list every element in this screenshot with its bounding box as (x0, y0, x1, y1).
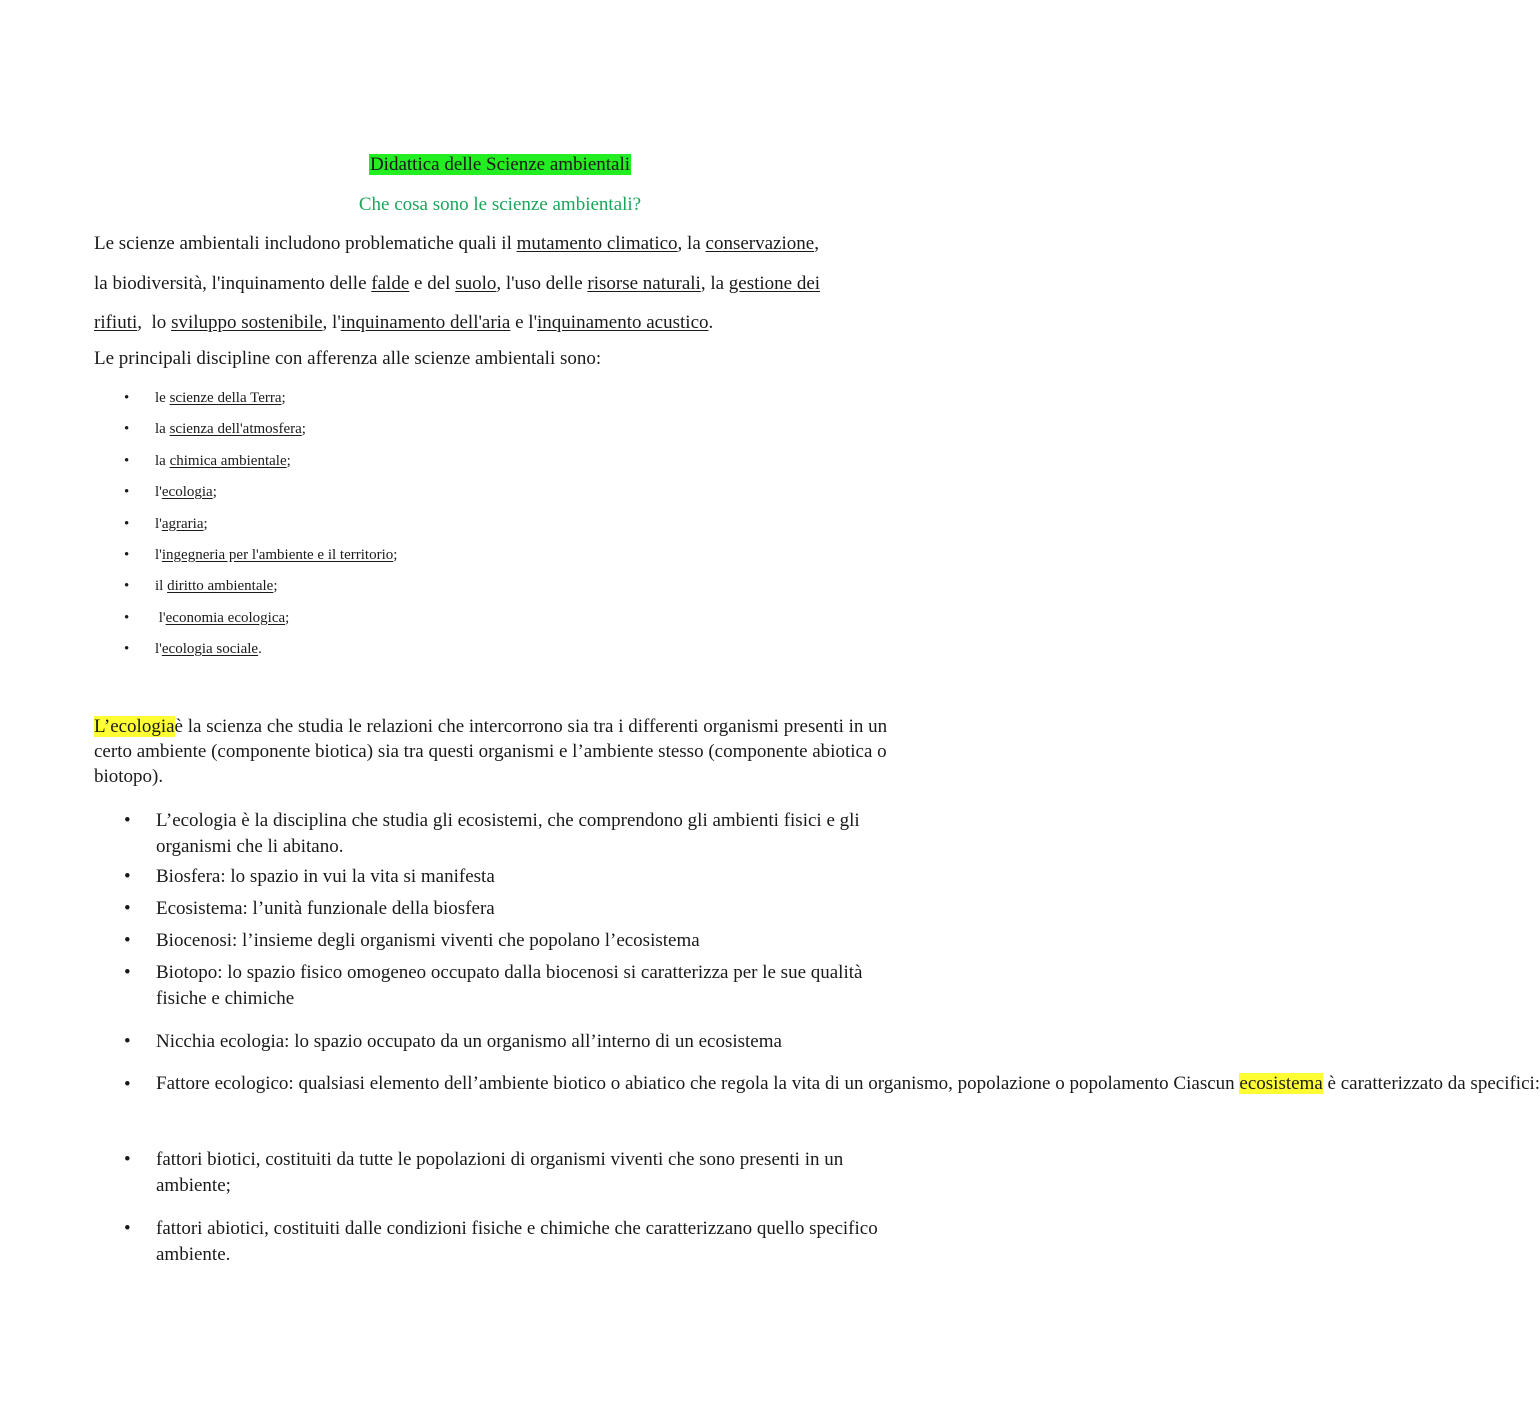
ecology-term-highlight: L’ecologia (94, 716, 175, 737)
bullet-icon: • (124, 453, 130, 469)
list-item (124, 419, 524, 439)
item-prefix: la (155, 453, 170, 469)
link-economia-ecologica[interactable]: economia ecologica (165, 610, 286, 626)
intro-text: Le scienze ambientali includono problematiche quali il (94, 233, 517, 254)
intro-text: e l' (510, 312, 538, 333)
list-item (124, 388, 524, 408)
intro-line-2 (94, 273, 924, 295)
document-subtitle: Che cosa sono le scienze ambientali? (358, 194, 642, 215)
list-item (124, 451, 524, 471)
bullet-icon: • (124, 1031, 131, 1052)
intro-text: , l'uso delle (496, 273, 588, 294)
item-prefix: l' (155, 516, 162, 532)
intro-text: , lo (137, 312, 172, 333)
link-conservazione[interactable]: conservazione (705, 233, 815, 254)
link-rifiuti[interactable]: rifiuti (94, 312, 138, 333)
bullet-icon: • (124, 641, 130, 657)
list-item (124, 576, 524, 596)
item-prefix: la (155, 421, 170, 437)
link-scienza-atmosfera[interactable]: scienza dell'atmosfera (169, 421, 302, 437)
link-ingegneria-ambiente[interactable]: ingegneria per l'ambiente e il territorio (161, 547, 394, 563)
bullet-icon: • (124, 898, 131, 919)
concept-text: Biocenosi: l’insieme degli organismi viventi che popolano l’ecosistema (156, 930, 700, 951)
link-agraria[interactable]: agraria (161, 516, 204, 532)
intro-text: . (708, 312, 714, 333)
item-prefix: le (155, 390, 170, 406)
list-item (124, 639, 524, 659)
item-suffix: ; (286, 453, 291, 469)
ecology-definition (94, 714, 914, 789)
bullet-icon: • (124, 1149, 131, 1170)
item-suffix: ; (393, 547, 398, 563)
concept-text: Nicchia ecologia: lo spazio occupato da un organismo all’interno di un ecosistema (156, 1031, 782, 1052)
bullet-icon: • (124, 930, 131, 951)
item-suffix: . (258, 641, 262, 657)
intro-text: , la (677, 233, 706, 254)
list-item (124, 608, 524, 628)
intro-text: la biodiversità, l'inquinamento delle (94, 273, 372, 294)
ecology-definition-text: è la scienza che studia le relazioni che intercorrono sia tra i differenti organismi presenti in un certo ambiente (componente biotica) sia tra questi organismi e l’ambiente stesso (componente abiotica o biotopo). (94, 716, 888, 787)
bullet-icon: • (124, 610, 130, 626)
link-falde[interactable]: falde (371, 273, 410, 294)
intro-text: , (814, 233, 819, 254)
link-chimica-ambientale[interactable]: chimica ambientale (169, 453, 287, 469)
link-inquinamento-acustico[interactable]: inquinamento acustico (537, 312, 709, 333)
intro-text: , l' (322, 312, 341, 333)
list-item (124, 545, 524, 565)
link-scienze-della-terra[interactable]: scienze della Terra (169, 390, 282, 406)
link-ecologia-sociale[interactable]: ecologia sociale (161, 641, 259, 657)
title-highlight: Didattica delle Scienze ambientali (369, 154, 631, 175)
item-suffix: ; (285, 610, 290, 626)
link-risorse-naturali[interactable]: risorse naturali (587, 273, 701, 294)
concept-text: Biosfera: lo spazio in vui la vita si manifesta (156, 866, 495, 887)
bullet-icon: • (124, 421, 130, 437)
list-item (124, 514, 524, 534)
item-prefix: l' (155, 484, 162, 500)
item-prefix: l' (155, 547, 162, 563)
bullet-icon: • (124, 390, 130, 406)
concept-text: L’ecologia è la disciplina che studia gli ecosistemi, che comprendono gli ambienti fisici e gli organismi che li abitano. (156, 810, 860, 857)
intro-line-1 (94, 233, 924, 255)
concept-text-part: è caratterizzato da specifici: (1322, 1073, 1540, 1094)
item-suffix: ; (301, 421, 306, 437)
intro-line-3 (94, 312, 924, 334)
link-gestione-dei-rifiuti[interactable]: gestione dei (728, 273, 821, 294)
bullet-icon: • (124, 866, 131, 887)
bullet-icon: • (124, 484, 130, 500)
item-suffix: ; (273, 578, 278, 594)
item-suffix: ; (212, 484, 217, 500)
link-inquinamento-aria[interactable]: inquinamento dell'aria (340, 312, 511, 333)
concept-text-part: Fattore ecologico: qualsiasi elemento dell’ambiente biotico o abiatico che regola la vita di un organismo, popolazione o popolamento Ciascun (156, 1073, 1240, 1094)
bullet-icon: • (124, 1074, 131, 1095)
link-suolo[interactable]: suolo (455, 273, 497, 294)
ecosistema-highlight: ecosistema (1239, 1073, 1323, 1094)
item-prefix: l' (155, 610, 166, 626)
link-mutamento-climatico[interactable]: mutamento climatico (516, 233, 678, 254)
link-ecologia[interactable]: ecologia (161, 484, 213, 500)
item-prefix: l' (155, 641, 162, 657)
disciplines-intro: Le principali discipline con afferenza alle scienze ambientali sono: (94, 348, 602, 369)
document-title (0, 153, 1000, 177)
bullet-icon: • (124, 578, 130, 594)
list-item (124, 482, 524, 502)
bullet-icon: • (124, 962, 131, 983)
item-suffix: ; (203, 516, 208, 532)
intro-text: e del (409, 273, 456, 294)
bullet-icon: • (124, 810, 131, 831)
item-suffix: ; (281, 390, 286, 406)
intro-text: , la (700, 273, 729, 294)
link-diritto-ambientale[interactable]: diritto ambientale (167, 578, 274, 594)
bullet-icon: • (124, 547, 130, 563)
concept-text: Ecosistema: l’unità funzionale della biosfera (156, 898, 495, 919)
bullet-icon: • (124, 516, 130, 532)
item-prefix: il (155, 578, 168, 594)
link-sviluppo-sostenibile[interactable]: sviluppo sostenibile (171, 312, 323, 333)
concept-text: fattori abiotici, costituiti dalle condizioni fisiche e chimiche che caratterizzano quello specifico ambiente. (156, 1218, 878, 1265)
concept-text: Biotopo: lo spazio fisico omogeneo occupato dalla biocenosi si caratterizza per le sue qualità fisiche e chimiche (156, 962, 863, 1009)
bullet-icon: • (124, 1218, 131, 1239)
concept-text (156, 1068, 1540, 1100)
concept-text: fattori biotici, costituiti da tutte le popolazioni di organismi viventi che sono presenti in un ambiente; (156, 1149, 844, 1196)
